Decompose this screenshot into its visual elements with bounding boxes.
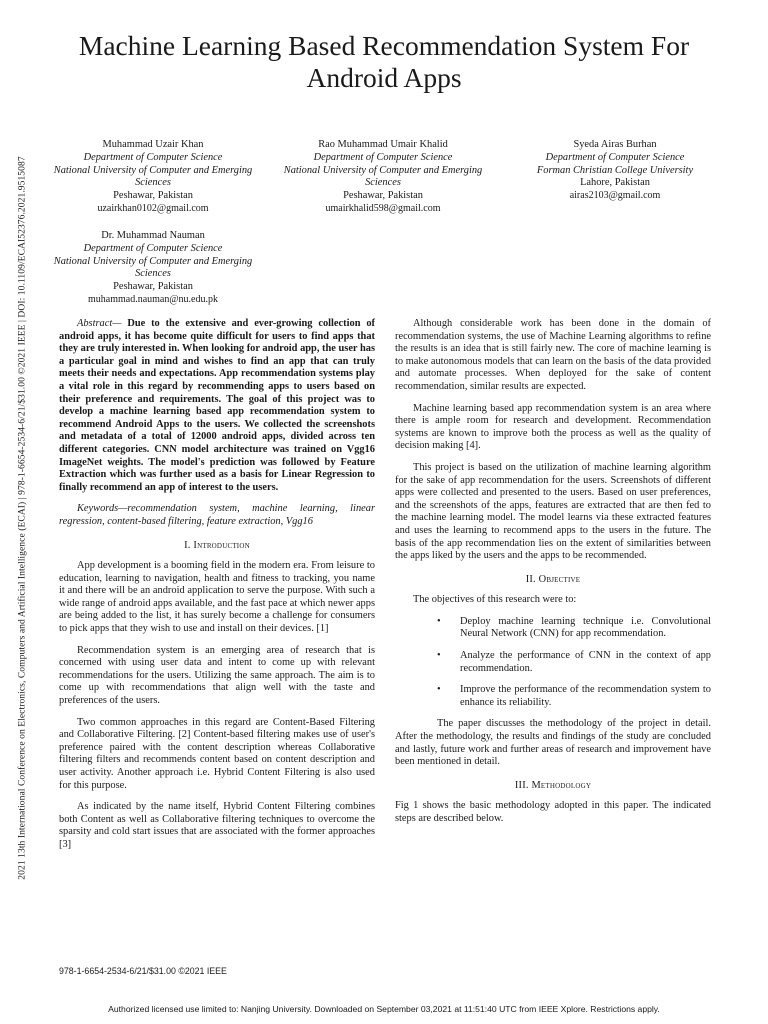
- author-dept: Department of Computer Science: [83, 151, 223, 163]
- author-name: Dr. Muhammad Nauman: [101, 230, 205, 241]
- footer-copyright: 978-1-6654-2534-6/21/$31.00 ©2021 IEEE: [59, 966, 227, 976]
- side-margin-text: 2021 13th International Conference on Electronics, Computers and Artificial Intelligence (ECAI) | 978-1-6654-2534-6/21/$31.00 ©2021 IEEE | DOI: 10.1109/ECAI52376.2021.9515087: [16, 155, 28, 880]
- author-dept: Department of Computer Science: [83, 242, 223, 254]
- author-email[interactable]: umairkhalid598@gmail.com: [325, 202, 441, 214]
- author-city: Peshawar, Pakistan: [113, 281, 193, 293]
- paragraph: Although considerable work has been done in the domain of recommendation systems, the use of Machine Learning algorithms to refine the results is an idea that is still fairly new. The core of machine learning is to make autonomous models that can learn on the basis of the data provided and automate processes. When deployed for the sake of content recommendation, similar results are expected.: [395, 318, 711, 392]
- section-heading-introduction: I. Introduction: [184, 539, 250, 551]
- author-university: National University of Computer and Emerging Sciences: [53, 164, 253, 189]
- author-dept: Department of Computer Science: [313, 151, 453, 163]
- paragraph: App development is a booming field in the modern era. From leisure to education, learning to navigation, health and fitness to tracking, you name it and there will be an android application to serve the purpose. With such a wide range of android apps available, and the fast pace at which newer apps are being added to the list, it has surely become a challenge for consumers to pick apps that they wish to use and install on their devices. [1]: [59, 560, 375, 635]
- author-3: [500, 139, 730, 203]
- list-item: • Deploy machine learning technique i.e. Convolutional Neural Network (CNN) for app recommendation.: [437, 615, 711, 640]
- bullet-icon: •: [437, 650, 441, 662]
- abstract-text: Due to the extensive and ever-growing collection of android apps, it has become quite difficult for users to find apps that they are truly interested in. When looking for android app, the user has a particular goal in mind and wishes to find an app that can truly meets their needs and expectations. App recommendation systems play a vital role in this regard by recommending apps to users based on their preference and requirements. The goal of this project was to develop a machine learning based app recommendation system to recommend Android Apps to the users. We collected the screenshots and metadata of a total of 12000 android apps, divided across ten different categories. CNN model architecture was trained on Vgg16 ImageNet weights. The model's prediction was followed by Feature Extraction which was further used as a basis for Linear Regression to finally recommend an app of interest to the users.: [59, 318, 375, 493]
- side-margin-citation: [14, 150, 30, 885]
- paragraph: This project is based on the utilization of machine learning algorithm for the sake of app recommendation for the users. Screenshots of different apps were collected and presented to the users. Based on user preferences, and the screenshots of the apps, features are extracted that are then fed to the machine learning model. The model learns via these extracted features and uses the learning to recommend apps to the users in the future. The basis of the app recommendation lies on the extent of similarities between the apps liked by the users and the apps to be recommended.: [395, 461, 711, 562]
- section-heading-methodology: III. Methodology: [514, 779, 592, 791]
- author-email[interactable]: uzairkhan0102@gmail.com: [97, 202, 209, 214]
- author-name: Muhammad Uzair Khan: [102, 139, 204, 150]
- author-2: [268, 139, 498, 216]
- author-university: Forman Christian College University: [536, 164, 694, 176]
- author-dept: Department of Computer Science: [545, 151, 685, 163]
- paragraph: Fig 1 shows the basic methodology adopted in this paper. The indicated steps are described below.: [395, 800, 711, 824]
- paragraph: As indicated by the name itself, Hybrid Content Filtering combines both Content as well as Collaborative filtering techniques to overcome the sparsity and cold start issues that are associated with the former approaches [3]: [59, 801, 375, 850]
- author-university: National University of Computer and Emerging Sciences: [283, 164, 483, 189]
- keywords: Keywords—recommendation system, machine learning, linear regression, content-based filtering, feature extraction, Vgg16: [59, 503, 375, 527]
- section-heading-objective: II. Objective: [525, 573, 581, 585]
- paragraph: Recommendation system is an emerging area of research that is concerned with using user data and intent to come up with relevant recommendations for the users. Utilizing the same approach. The aim is to come up with recommendations that align well with the taste and preferences of the users.: [59, 644, 375, 707]
- left-column: [59, 318, 375, 861]
- paragraph: Machine learning based app recommendation system is an area where there is ample room for research and development. Recommendation systems are known to improve both the process as well as the quality of decision making [4].: [395, 402, 711, 452]
- author-email[interactable]: muhammad.nauman@nu.edu.pk: [87, 293, 218, 305]
- paragraph: Two common approaches in this regard are Content-Based Filtering and Collaborative Filtering. [2] Content-based filtering makes use of user's preference paired with the content description whereas Collaborative filtering filters and recommends content based on content description and user activity. Another approach i.e. Hybrid Content Filtering is also used for this purpose.: [59, 716, 375, 791]
- footer-license: Authorized licensed use limited to: Nanjing University. Downloaded on September 03,2021 at 11:51:40 UTC from IEEE Xplore. Restrictions apply.: [108, 1004, 660, 1014]
- author-city: Lahore, Pakistan: [580, 177, 650, 189]
- author-name: Rao Muhammad Umair Khalid: [318, 139, 448, 150]
- abstract: [59, 318, 375, 494]
- objective-intro: The objectives of this research were to:: [413, 594, 577, 606]
- bullet-icon: •: [437, 615, 441, 627]
- right-column: [395, 318, 711, 835]
- author-city: Peshawar, Pakistan: [343, 190, 423, 202]
- objectives-list: [395, 616, 711, 710]
- abstract-label: Abstract—: [77, 318, 122, 329]
- bullet-icon: •: [437, 684, 441, 696]
- list-item: • Analyze the performance of CNN in the context of app recommendation.: [437, 650, 711, 674]
- paragraph: The paper discusses the methodology of the project in detail. After the methodology, the results and findings of the study are concluded and lastly, future work and further areas of research and improvement have been mentioned in detail.: [395, 718, 711, 768]
- author-university: National University of Computer and Emerging Sciences: [53, 255, 253, 280]
- author-city: Peshawar, Pakistan: [113, 190, 193, 202]
- list-item: • Improve the performance of the recommendation system to enhance its reliability.: [437, 684, 711, 708]
- author-email[interactable]: airas2103@gmail.com: [569, 190, 661, 202]
- paper-title: Machine Learning Based Recommendation System For Android Apps: [78, 30, 690, 93]
- author-4: [38, 230, 268, 307]
- author-1: [38, 139, 268, 216]
- author-name: Syeda Airas Burhan: [573, 139, 657, 150]
